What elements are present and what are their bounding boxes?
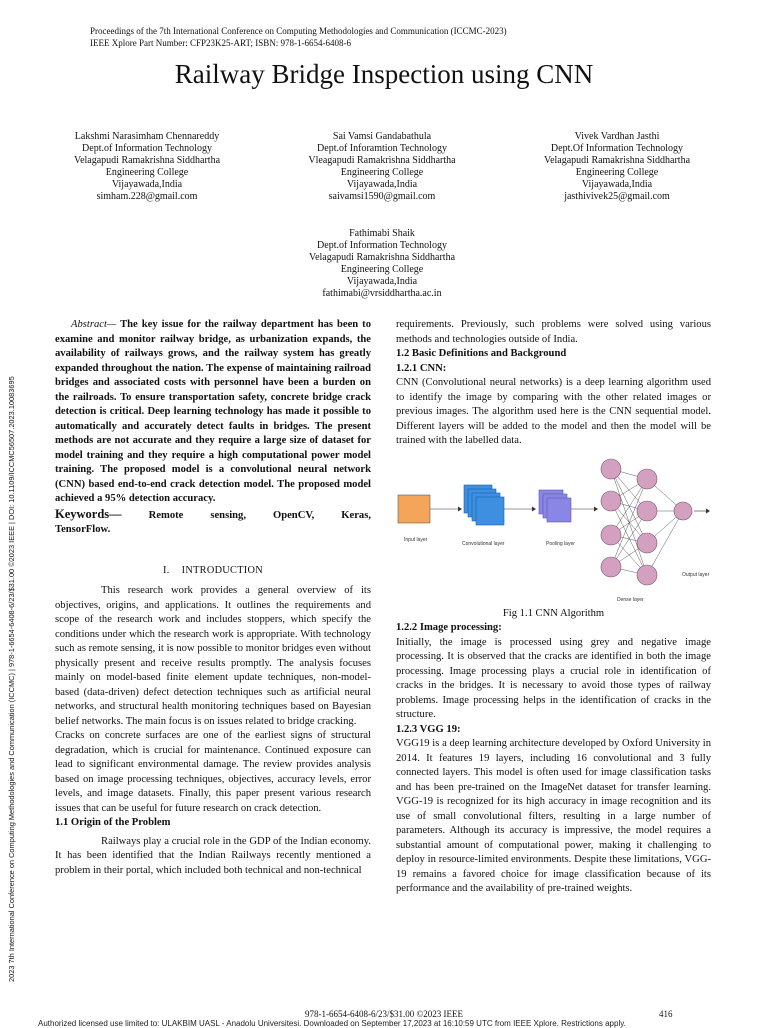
section-heading-introduction: [55, 564, 371, 579]
left-column: [55, 318, 371, 878]
dense-node: [601, 459, 621, 479]
cnn-diagram: [396, 457, 711, 607]
subsection-heading-1-2-2: 1.2.2 Image processing:: [396, 622, 502, 633]
subsection-heading-1-2: 1.2 Basic Definitions and Background: [396, 348, 567, 359]
keywords-label: Keywords—: [55, 506, 122, 521]
dense-node: [637, 533, 657, 553]
author-block-4: [272, 228, 492, 301]
author-block-3: [507, 131, 727, 204]
abstract-label: Abstract—: [71, 319, 117, 330]
footer-copyright: 978-1-6654-6408-6/23/$31.00 ©2023 IEEE: [304, 1009, 464, 1019]
figure-caption: Fig 1.1 CNN Algorithm: [502, 607, 605, 619]
input-layer-box: [398, 495, 430, 523]
author-email: saivamsi1590@gmail.com: [328, 191, 436, 203]
author-city: Vijayawada,India: [346, 179, 418, 191]
author-dept: Dept.of Inforamtion Technology: [317, 143, 447, 155]
author-name: Lakshmi Narasimham Chennareddy: [74, 131, 220, 142]
paper-title: Railway Bridge Inspection using CNN: [174, 59, 594, 89]
author-name: Sai Vamsi Gandabathula: [332, 131, 432, 142]
vgg19-paragraph: VGG19 is a deep learning architecture developed by Oxford University in 2014. It features 19 layers, including 16 convolutional and 3 fully connected layers. This model is often used for image classification tasks and has been pre-trained on the ImageNet dataset for transfer learning. VGG-19 is recognized for its high accuracy in image recognition and its use of small convolutional filters, resulting in a large number of parameters. Although its accuracy is impressive, the model requires a substantial amount of computational power, making it challenging to deploy in resource-limited environments. Despite these limitations, VGG-19 remains a favored choice for image classification because of its performance and the availability of pre-trained weights.: [396, 738, 711, 894]
author-institution: Engineering College: [575, 167, 659, 179]
image-processing-paragraph: Initially, the image is processed using grey and negative image processing. It is observed that the cracks are identified in both the image processing. Image processing plays a crucial role in identification of cracks in the bridges. It is necessary to avoid those types of railway problems. Image processing helps in the identification of cracks in the structure.: [396, 636, 711, 720]
license-notice: Authorized licensed use limited to: ULAKBIM UASL - Anadolu Universitesi. Downloaded on September 17,2023 at 16:10:59 UTC from IEEE Xplore. Restrictions apply.: [38, 1019, 626, 1028]
author-dept: Dept.of Information Technology: [317, 240, 447, 252]
intro-paragraph-2: Cracks on concrete surfaces are one of the earliest signs of structural degradation, which is crucial for maintenance. Continued exposure can lead to significant environmental damage. The review provides analysis based on image processing techniques, objectives, accuracy levels, error levels, and image datasets. Finally, this paper present various research issues that can be useful for future research on crack detection.: [55, 730, 371, 814]
author-name: Vivek Vardhan Jasthi: [574, 131, 660, 142]
dense-node: [601, 525, 621, 545]
pool-layer-sheet-3: [547, 498, 571, 522]
author-name: Fathimabi Shaik: [349, 228, 415, 239]
author-dept: Dept.Of Information Technology: [550, 143, 684, 155]
dense-node: [601, 491, 621, 511]
author-email: fathimabi@vrsiddhartha.ac.in: [322, 288, 442, 300]
arrow-head-icon: [532, 506, 536, 511]
author-block-2: [272, 131, 492, 204]
section-title: INTRODUCTION: [181, 564, 263, 576]
arrow-head-icon: [458, 506, 462, 511]
keywords: [55, 507, 371, 538]
author-city: Vijayawada,India: [346, 276, 418, 288]
author-institution: Velagapudi Ramakrishna Siddhartha: [73, 155, 221, 167]
author-institution: Engineering College: [105, 167, 189, 179]
dense-node: [601, 557, 621, 577]
dense-node: [637, 565, 657, 585]
dense-edge: [611, 479, 647, 567]
author-city: Vijayawada,India: [111, 179, 183, 191]
abstract: [55, 318, 371, 507]
proceedings-line: Proceedings of the 7th International Conference on Computing Methodologies and Communication (ICCMC-2023): [90, 26, 507, 36]
conv-layer-label: Convolutional layer: [462, 540, 505, 547]
arrow-head-icon: [594, 506, 598, 511]
page-number: 416: [659, 1009, 673, 1019]
author-institution: Velagapudi Ramakrishna Siddhartha: [308, 252, 456, 264]
section-numeral: I.: [163, 564, 170, 576]
subsection-heading-1-2-3: 1.2.3 VGG 19:: [396, 723, 461, 735]
output-node: [674, 502, 692, 520]
author-dept: Dept.of Information Technology: [82, 143, 212, 155]
pool-layer-label: Pooling layer: [546, 540, 575, 547]
isbn-line: IEEE Xplore Part Number: CFP23K25-ART; ISBN: 978-1-6654-6408-6: [90, 38, 351, 48]
dense-node: [637, 469, 657, 489]
cnn-figure: [396, 457, 711, 607]
author-institution: Engineering College: [340, 264, 424, 276]
author-block-1: [37, 131, 257, 204]
author-institution: Velagapudi Ramakrishna Siddhartha: [543, 155, 691, 167]
author-institution: Engineering College: [340, 167, 424, 179]
author-email: jasthivivek25@gmail.com: [564, 191, 670, 203]
right-column: [396, 318, 711, 897]
output-layer-label: Output layer: [682, 571, 710, 578]
dense-node: [637, 501, 657, 521]
author-email: simham.228@gmail.com: [96, 191, 198, 203]
subsection-heading-1-1: 1.1 Origin of the Problem: [55, 817, 171, 828]
cnn-paragraph: CNN (Convolutional neural networks) is a deep learning algorithm used to identify the image by comparing with the other related images or previous images. The algorithm used here is the CNN sequential model. Different layers will be added to the model and then the model will be trained with the labelled data.: [396, 377, 711, 446]
continuation-paragraph: requirements. Previously, such problems were solved using various methods and technologies outside of India.: [396, 319, 711, 345]
subsection-heading-1-2-1: 1.2.1 CNN:: [396, 362, 447, 374]
conv-layer-sheet-4: [476, 497, 504, 525]
dense-nodes: [601, 459, 692, 585]
author-city: Vijayawada,India: [581, 179, 653, 191]
intro-paragraph-1: This research work provides a general overview of its objectives, origins, and applications. It outlines the requirements and scope of the research work and includes stoppers, which specify the conditions under which the research work is appropriate. With technology such as remote sensing, it is now possible to monitor bridges even without physically present and receive results promptly. The analysis focuses mainly on model-based finite element update techniques, non-model-based (data-driven) defect detection techniques such as artificial neural networks, and structural health monitoring techniques based on Bayesian belief networks. The main focus is on issues related to bridge cracking.: [55, 585, 371, 727]
arrow-head-icon: [706, 508, 710, 513]
author-institution: Vleagapudi Ramakrishna Siddhartha: [308, 155, 456, 167]
abstract-text: The key issue for the railway department has been to examine and monitor railway bridge, as urbanization expands, the availability of railways grows, and the railway system has greatly expanded throughout the nation. The expense of maintaining railroad bridges and associated costs with personnel have been a burden on the railroads. To ensure transportation safety, concrete bridge crack detection is critical. Deep learning technology has made it possible to automatically and accurately detect faults in bridges. The present methods are not accurate and they require a large size of dataset for model training and they require a high computational power model training. The proposed model is a convolutional neural network (CNN) based end-to-end crack detection model. The proposed model achieved a 95% detection accuracy.: [55, 319, 371, 504]
keywords-text: Remote sensing, OpenCV, Keras, TensorFlow.: [55, 509, 371, 535]
origin-paragraph: Railways play a crucial role in the GDP of the Indian economy. It has been identified that the Indian Railways recently mentioned a problem in their portal, which included both technical and non-technical: [55, 835, 371, 876]
dense-layer-label: Dense layer: [617, 596, 644, 603]
input-layer-label: Input layer: [404, 536, 428, 543]
doi-side-strip: 2023 7th International Conference on Computing Methodologies and Communication (ICCMC) | 978-1-6654-6408-6/23/$31.00 ©2023 IEEE | DOI: 10.1109/ICCMC56507.2023.10083695: [7, 376, 16, 982]
